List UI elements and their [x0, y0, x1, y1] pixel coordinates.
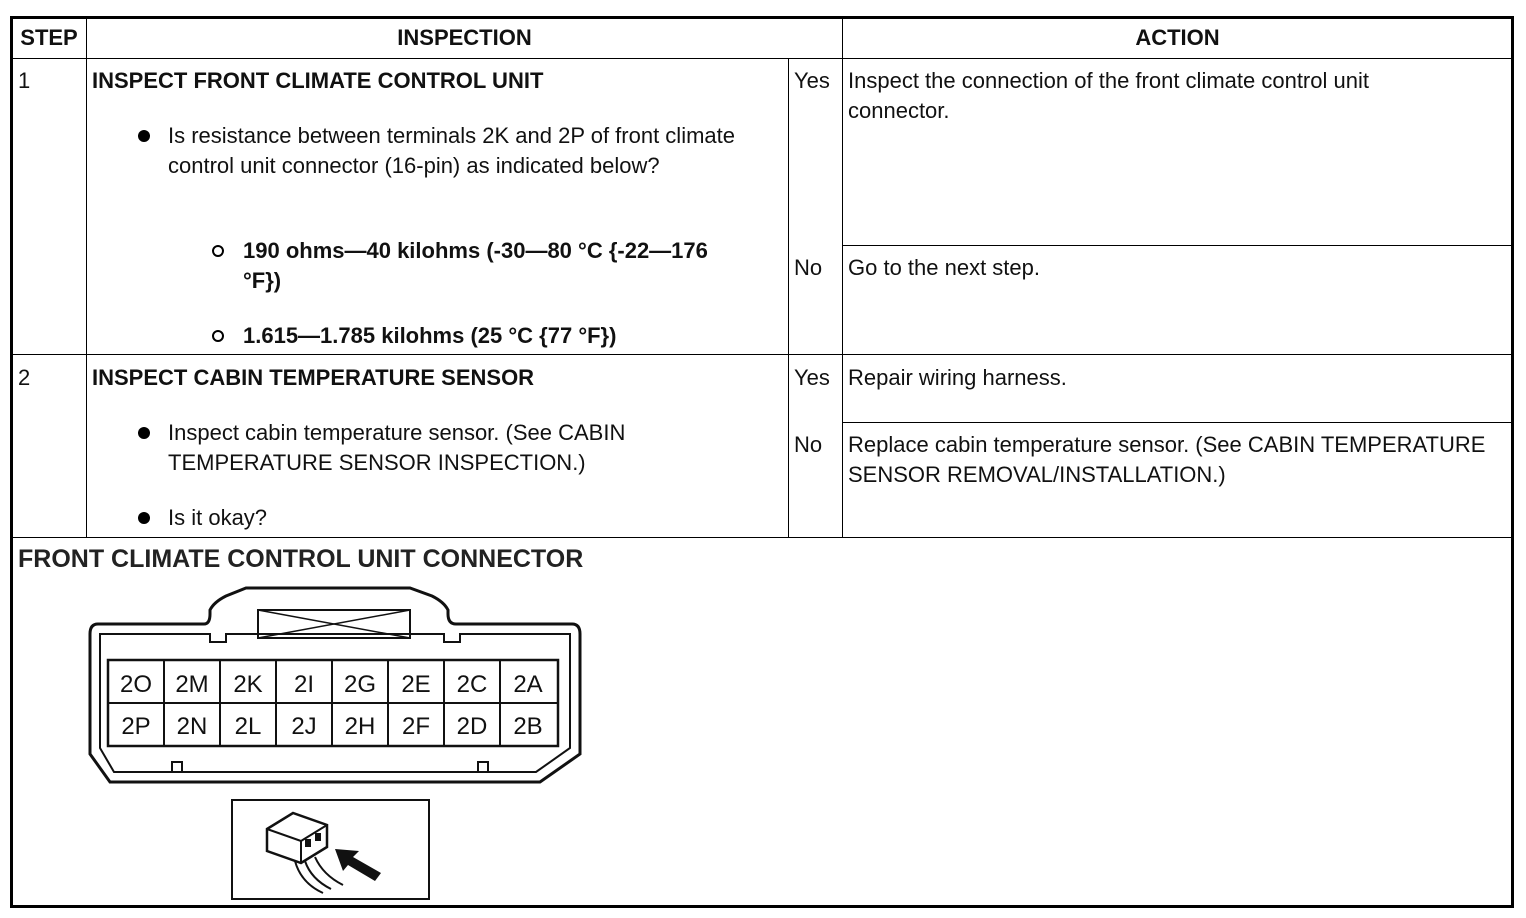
pin-2N: 2N	[176, 713, 208, 740]
action-column-divider	[842, 18, 843, 537]
row-1-no-action: Go to the next step.	[848, 255, 1041, 280]
pin-2L: 2L	[234, 713, 262, 740]
pin-2D: 2D	[456, 713, 488, 740]
pin-2J: 2J	[291, 713, 317, 740]
yes-no-column-divider	[788, 58, 789, 537]
connector-title: FRONT CLIMATE CONTROL UNIT CONNECTOR	[18, 545, 584, 573]
row-1-bullet-1: Is resistance between terminals 2K and 2P of front climate control unit connector (16-pin) as indicated below?	[168, 123, 735, 178]
row-2-bullet-1: Inspect cabin temperature sensor. (See CABIN TEMPERATURE SENSOR INSPECTION.)	[168, 420, 626, 475]
row-1-yes-no-divider	[842, 245, 1512, 246]
header-divider	[12, 58, 1512, 59]
step-column-divider	[86, 18, 87, 537]
row-2-title: INSPECT CABIN TEMPERATURE SENSOR	[92, 365, 535, 390]
bullet-icon	[138, 130, 150, 142]
row-2-yes-action: Repair wiring harness.	[848, 365, 1067, 390]
pin-2M: 2M	[175, 671, 209, 698]
pin-2I: 2I	[293, 671, 315, 698]
row-2-step: 2	[18, 365, 31, 390]
row-2-yes-label: Yes	[794, 365, 830, 390]
circle-bullet-icon	[212, 245, 224, 257]
row-2-no-label: No	[794, 432, 823, 457]
pin-2C: 2C	[456, 671, 488, 698]
circle-bullet-icon	[212, 330, 224, 342]
pin-2P: 2P	[121, 713, 151, 740]
bullet-icon	[138, 427, 150, 439]
header-action: ACTION	[1135, 25, 1220, 50]
row-1-step: 1	[18, 68, 31, 93]
pin-2H: 2H	[344, 713, 376, 740]
row-1-no-label: No	[794, 255, 823, 280]
row-1-yes-label: Yes	[794, 68, 830, 93]
row-1-divider	[12, 354, 1512, 355]
header-step: STEP	[20, 25, 78, 50]
pin-2F: 2F	[401, 713, 431, 740]
header-inspection: INSPECTION	[397, 25, 532, 50]
connector-diagram	[80, 584, 590, 794]
bullet-icon	[138, 512, 150, 524]
row-2-divider	[12, 537, 1512, 538]
pin-2K: 2K	[233, 671, 263, 698]
row-1-sub-bullet-1: 190 ohms—40 kilohms (-30—80 °C {-22—176 °F})	[243, 238, 708, 293]
row-1-yes-action: Inspect the connection of the front climate control unit connector.	[848, 68, 1369, 123]
row-1-title: INSPECT FRONT CLIMATE CONTROL UNIT	[92, 68, 544, 93]
pin-2G: 2G	[343, 671, 377, 698]
row-2-yes-no-divider	[842, 422, 1512, 423]
pin-2O: 2O	[119, 671, 153, 698]
row-2-bullet-2: Is it okay?	[168, 505, 268, 530]
pin-2B: 2B	[513, 713, 543, 740]
row-2-no-action: Replace cabin temperature sensor. (See CABIN TEMPERATURE SENSOR REMOVAL/INSTALLATION.)	[848, 432, 1486, 487]
harness-connector-probe-icon	[231, 799, 431, 901]
pin-2E: 2E	[401, 671, 431, 698]
row-1-sub-bullet-2: 1.615—1.785 kilohms (25 °C {77 °F})	[243, 323, 617, 348]
pin-2A: 2A	[513, 671, 543, 698]
